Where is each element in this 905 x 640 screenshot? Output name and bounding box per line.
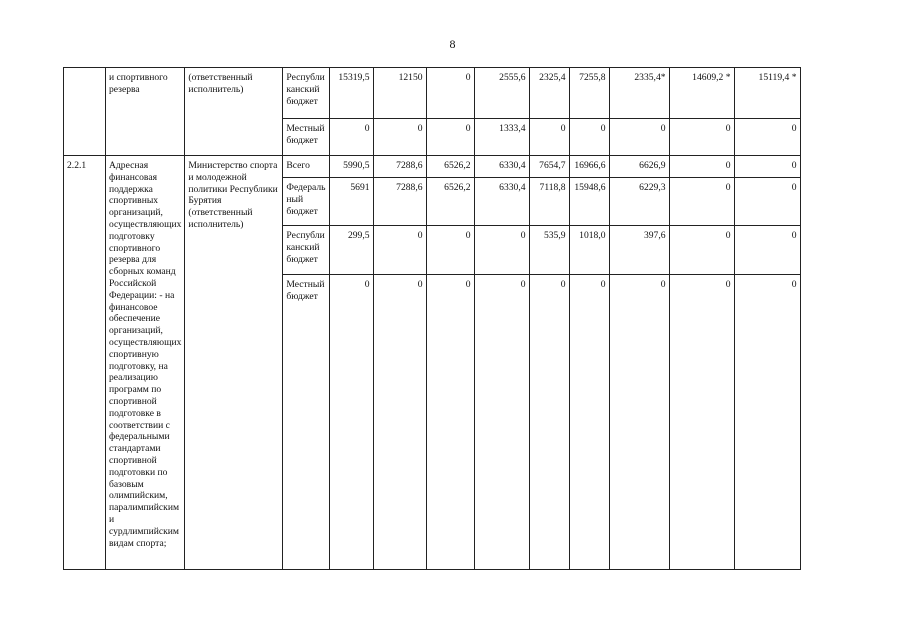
value-cell: 2335,4*: [609, 68, 669, 119]
value-cell: 0: [474, 226, 529, 275]
value-cell: 6526,2: [426, 156, 474, 178]
value-cell: 0: [669, 275, 734, 570]
value-cell: 535,9: [529, 226, 569, 275]
value-cell: 0: [329, 119, 373, 156]
value-cell: 0: [734, 119, 800, 156]
value-cell: 7654,7: [529, 156, 569, 178]
funding-source-cell: Федераль ный бюджет: [283, 178, 329, 226]
value-cell: 1333,4: [474, 119, 529, 156]
value-cell: 0: [669, 119, 734, 156]
value-cell: 12150: [373, 68, 426, 119]
value-cell: 7118,8: [529, 178, 569, 226]
item-number-cell: 2.2.1: [64, 156, 106, 570]
value-cell: 6330,4: [474, 178, 529, 226]
item-name-cell: Адресная финансовая поддержка спортивных организаций, осуществляющих подготовку спортивного резерва для сборных команд Российской Федерации: - на финансовое обеспечение организаций, осуществляющих спортивную подготовку, на реализацию программ по спортивной подготовке в соответствии с федеральными стандартами спортивной подготовки по базовым олимпийским, паралимпийским и сурдлимпийским видам спорта;: [106, 156, 185, 570]
page-number: 8: [449, 37, 456, 51]
table-row: [64, 156, 801, 178]
value-cell: 0: [669, 178, 734, 226]
value-cell: 6526,2: [426, 178, 474, 226]
value-cell: 6626,9: [609, 156, 669, 178]
value-cell: 1018,0: [569, 226, 609, 275]
funding-source-cell: Республи канский бюджет: [283, 226, 329, 275]
responsible-cell: (ответственный исполнитель): [185, 68, 283, 156]
value-cell: 5990,5: [329, 156, 373, 178]
value-cell: 7255,8: [569, 68, 609, 119]
funding-source-cell: Республи канский бюджет: [283, 68, 329, 119]
value-cell: 0: [734, 275, 800, 570]
value-cell: 0: [669, 226, 734, 275]
value-cell: 397,6: [609, 226, 669, 275]
value-cell: 6330,4: [474, 156, 529, 178]
value-cell: 7288,6: [373, 156, 426, 178]
value-cell: 0: [569, 119, 609, 156]
value-cell: 299,5: [329, 226, 373, 275]
funding-source-cell: Местный бюджет: [283, 119, 329, 156]
value-cell: 0: [734, 178, 800, 226]
value-cell: 0: [609, 119, 669, 156]
value-cell: 15319,5: [329, 68, 373, 119]
value-cell: 7288,6: [373, 178, 426, 226]
value-cell: 0: [426, 68, 474, 119]
value-cell: 15948,6: [569, 178, 609, 226]
responsible-cell: Министерство спорта и молодежной политики Республики Бурятия (ответственный исполнитель): [185, 156, 283, 570]
value-cell: 0: [373, 119, 426, 156]
value-cell: 0: [569, 275, 609, 570]
value-cell: 0: [426, 119, 474, 156]
value-cell: 0: [609, 275, 669, 570]
budget-table: [63, 67, 801, 570]
value-cell: 0: [426, 275, 474, 570]
value-cell: 2555,6: [474, 68, 529, 119]
value-cell: 0: [329, 275, 373, 570]
value-cell: 0: [529, 119, 569, 156]
value-cell: 6229,3: [609, 178, 669, 226]
item-name-cell: и спортивного резерва: [106, 68, 185, 156]
value-cell: 0: [669, 156, 734, 178]
value-cell: 2325,4: [529, 68, 569, 119]
funding-source-cell: Местный бюджет: [283, 275, 329, 570]
value-cell: 0: [373, 275, 426, 570]
value-cell: 0: [474, 275, 529, 570]
value-cell: 0: [373, 226, 426, 275]
value-cell: 14609,2 *: [669, 68, 734, 119]
value-cell: 15119,4 *: [734, 68, 800, 119]
top-block: [64, 68, 801, 156]
value-cell: 0: [734, 156, 800, 178]
table-row: [64, 68, 801, 119]
funding-source-cell: Всего: [283, 156, 329, 178]
value-cell: 0: [529, 275, 569, 570]
value-cell: 0: [734, 226, 800, 275]
value-cell: 16966,6: [569, 156, 609, 178]
item-2-2-1-block: [64, 156, 801, 570]
item-number-cell: [64, 68, 106, 156]
value-cell: 5691: [329, 178, 373, 226]
value-cell: 0: [426, 226, 474, 275]
